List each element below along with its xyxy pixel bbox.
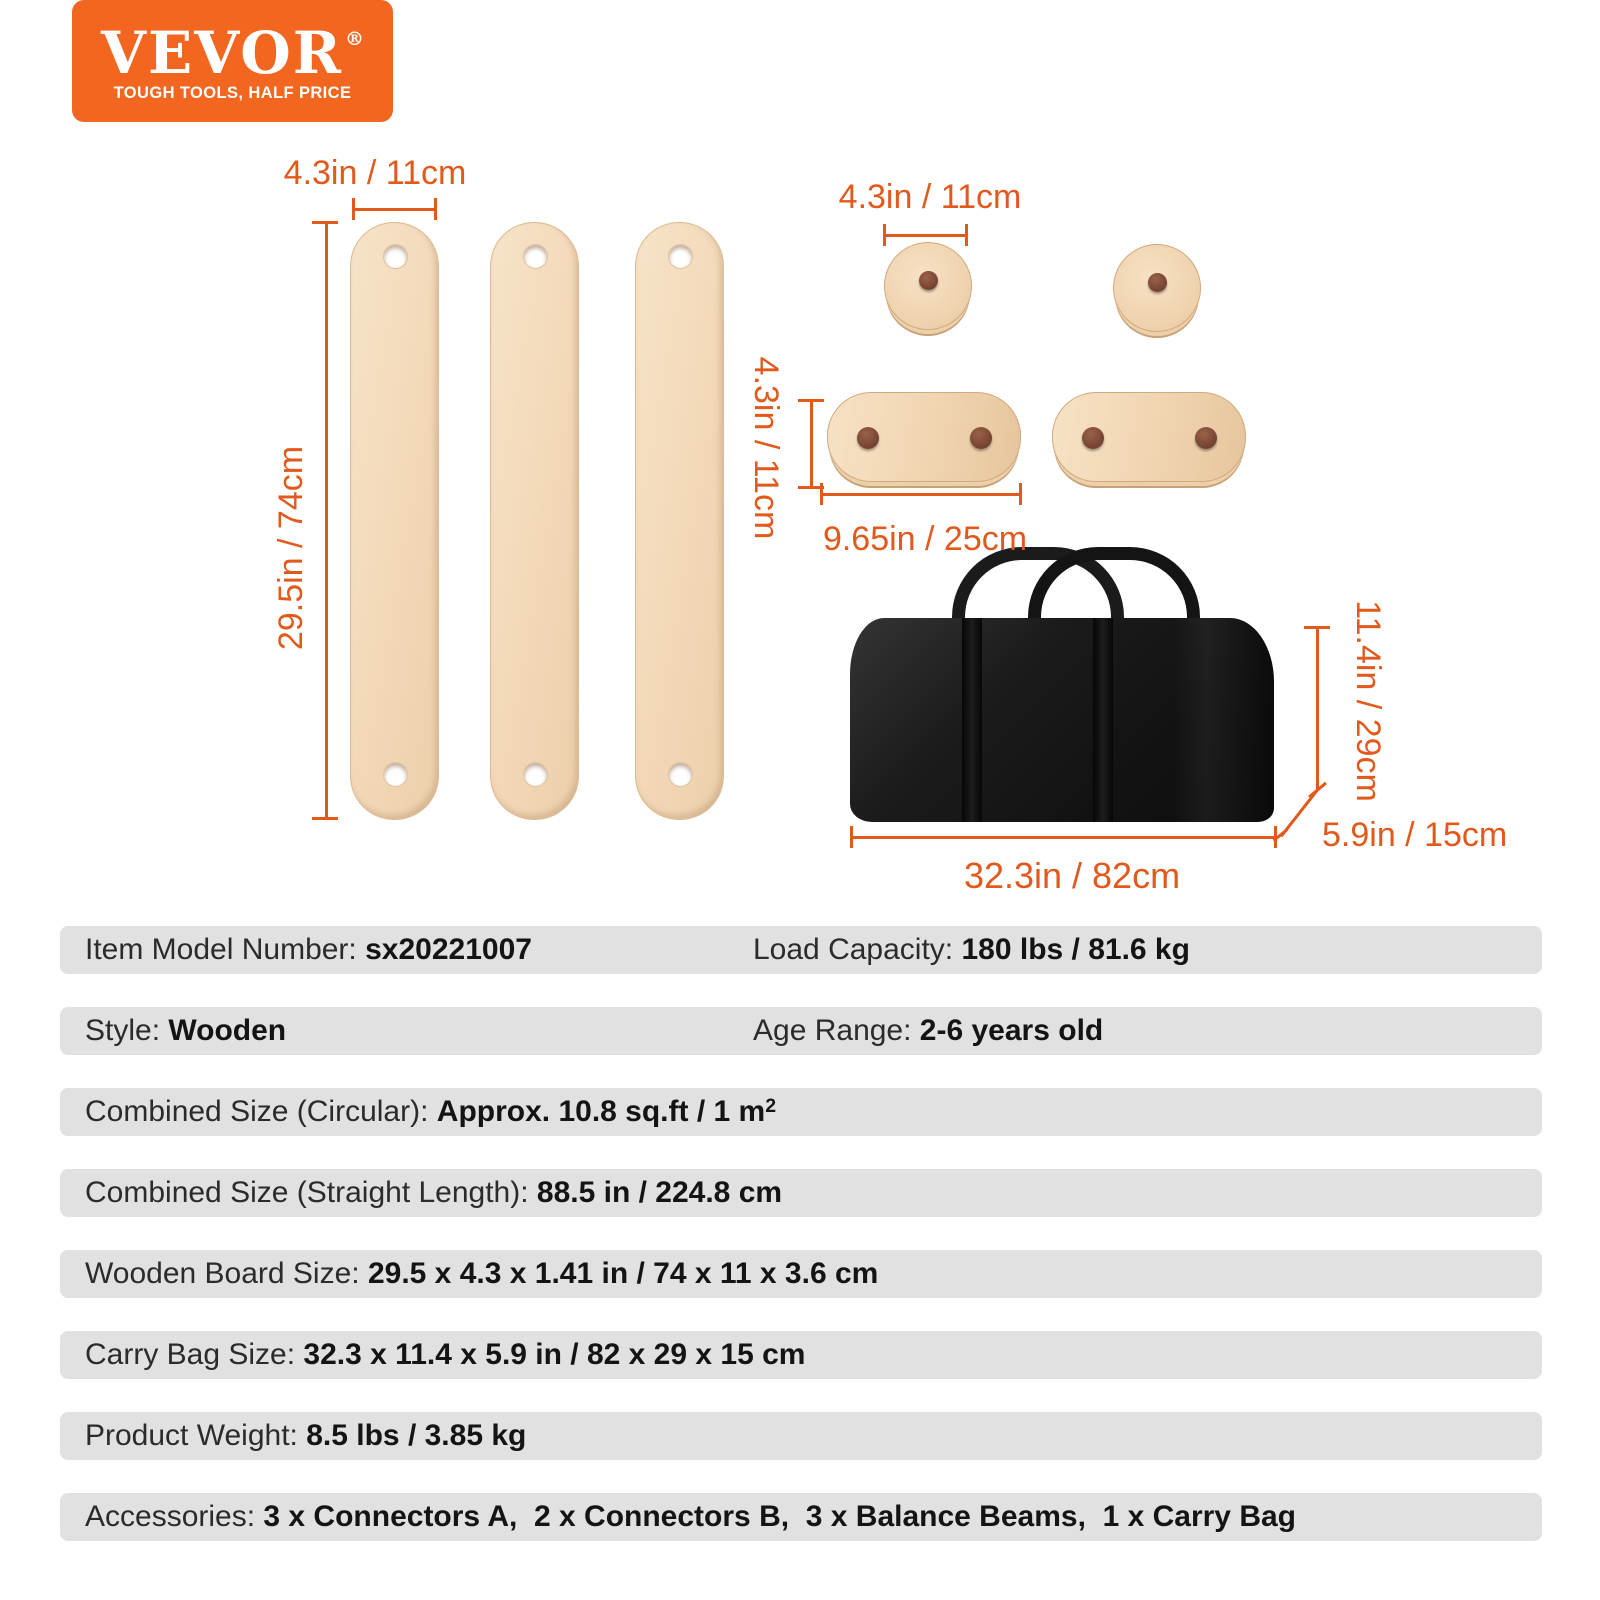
connector-a-1 [884, 242, 972, 330]
dim-tick [1304, 626, 1330, 629]
spec-superscript: 2 [765, 1095, 777, 1117]
dim-tick [850, 826, 853, 848]
connector-peg-icon [1082, 427, 1104, 449]
spec-row-combined-straight [60, 1169, 1542, 1217]
bag-strap [962, 618, 982, 822]
spec-cell [753, 926, 1190, 974]
spec-cell [85, 926, 532, 974]
spec-label: Combined Size (Straight Length): [85, 1176, 537, 1209]
spec-value: Approx. 10.8 sq.ft / 1 m [436, 1095, 766, 1128]
connector-peg-icon [1148, 273, 1167, 292]
spec-value: 8.5 lbs / 3.85 kg [306, 1419, 527, 1452]
dim-label-connector-b-length: 9.65in / 25cm [822, 520, 1028, 558]
spec-label: Carry Bag Size: [85, 1338, 304, 1371]
spec-cell [85, 1412, 526, 1460]
spec-cell [85, 1169, 782, 1217]
dim-tick [883, 224, 886, 246]
spec-cell [753, 1007, 1103, 1055]
dim-label-connector-a: 4.3in / 11cm [838, 178, 1022, 216]
connector-peg-icon [857, 427, 879, 449]
board-hole-icon [383, 762, 408, 787]
spec-label: Product Weight: [85, 1419, 307, 1452]
dim-label-connector-b-height: 4.3in / 11cm [747, 356, 785, 540]
dim-line-connector-a [883, 234, 968, 237]
dim-label-board-width: 4.3in / 11cm [283, 154, 467, 192]
spec-row-board-size [60, 1250, 1542, 1298]
dim-label-board-length: 29.5in / 74cm [272, 445, 310, 651]
spec-cell [85, 1331, 805, 1379]
connector-b-1 [827, 392, 1021, 482]
spec-cell [85, 1088, 776, 1136]
dim-line-board-width [352, 208, 437, 211]
spec-label: Combined Size (Circular): [85, 1095, 437, 1128]
dim-tick [820, 483, 823, 505]
connector-peg-icon [970, 427, 992, 449]
vevor-logo [72, 0, 393, 122]
spec-value: 88.5 in / 224.8 cm [536, 1176, 783, 1209]
carry-bag [850, 618, 1274, 822]
spec-row-style-age [60, 1007, 1542, 1055]
registered-mark-icon: ® [344, 28, 364, 50]
logo-brand: VEVOR [101, 19, 343, 87]
dim-tick [312, 221, 338, 224]
dim-tick [434, 198, 437, 220]
spec-row-model-load [60, 926, 1542, 974]
dim-tick [1019, 483, 1022, 505]
spec-cell [85, 1007, 286, 1055]
spec-cell [85, 1493, 1296, 1541]
dim-line-bag-length [852, 836, 1277, 839]
dim-line-bag-height [1316, 628, 1319, 790]
balance-beam-board-2 [490, 222, 579, 820]
spec-row-accessories [60, 1493, 1542, 1541]
spec-value: 180 lbs / 81.6 kg [961, 933, 1190, 966]
dim-line-connector-b-height [810, 400, 813, 488]
dim-line-connector-b-length [822, 493, 1022, 496]
spec-value: 32.3 x 11.4 x 5.9 in / 82 x 29 x 15 cm [303, 1338, 806, 1371]
dim-tick [798, 399, 824, 402]
dim-label-bag-length: 32.3in / 82cm [963, 855, 1181, 896]
spec-label: Load Capacity: [753, 933, 962, 966]
spec-value: 3 x Connectors A, 2 x Connectors B, 3 x Balance Beams, 1 x Carry Bag [263, 1500, 1297, 1533]
dim-tick [312, 817, 338, 820]
spec-label: Style: [85, 1014, 169, 1047]
dim-tick [965, 224, 968, 246]
bag-strap [1093, 618, 1113, 822]
spec-value: 2-6 years old [919, 1014, 1104, 1047]
spec-cell [85, 1250, 878, 1298]
dim-label-bag-depth: 5.9in / 15cm [1322, 816, 1508, 854]
spec-row-bag-size [60, 1331, 1542, 1379]
balance-beam-board-1 [350, 222, 439, 820]
connector-b-2 [1052, 392, 1246, 482]
dim-label-bag-height: 11.4in / 29cm [1349, 600, 1387, 802]
logo-brand-text [72, 6, 393, 86]
spec-row-combined-circular [60, 1088, 1542, 1136]
spec-row-weight [60, 1412, 1542, 1460]
dim-line-board-length [325, 222, 328, 820]
connector-peg-icon [1195, 427, 1217, 449]
spec-label: Age Range: [753, 1014, 920, 1047]
board-hole-icon [383, 244, 408, 269]
board-hole-icon [523, 244, 548, 269]
spec-value: Wooden [168, 1014, 287, 1047]
spec-value: sx20221007 [365, 933, 532, 966]
dim-tick [352, 198, 355, 220]
spec-label: Accessories: [85, 1500, 264, 1533]
balance-beam-board-3 [635, 222, 724, 820]
connector-peg-icon [919, 271, 938, 290]
board-hole-icon [668, 244, 693, 269]
spec-value: 29.5 x 4.3 x 1.41 in / 74 x 11 x 3.6 cm [367, 1257, 879, 1290]
spec-label: Wooden Board Size: [85, 1257, 368, 1290]
dim-tick [1274, 826, 1277, 848]
connector-a-2 [1113, 244, 1201, 332]
logo-tagline: TOUGH TOOLS, HALF PRICE [113, 84, 352, 102]
board-hole-icon [523, 762, 548, 787]
board-hole-icon [668, 762, 693, 787]
spec-label: Item Model Number: [85, 933, 366, 966]
